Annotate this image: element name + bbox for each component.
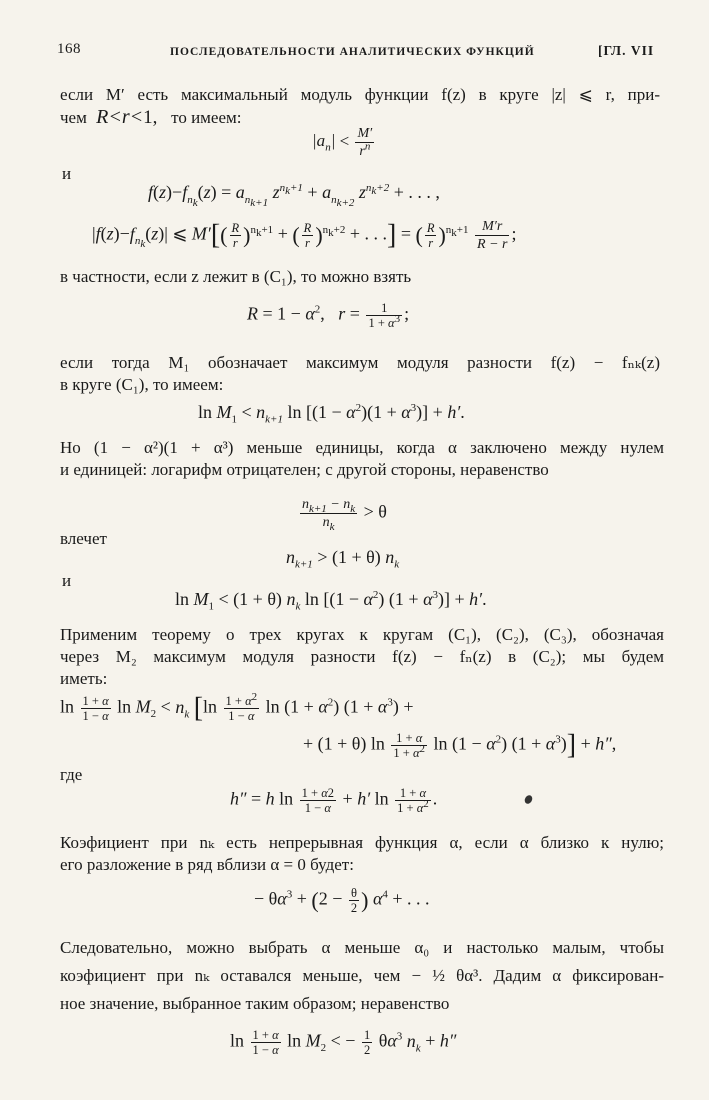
paragraph-line bbox=[60, 106, 242, 129]
chapter-marker: [ГЛ. VII bbox=[598, 43, 655, 58]
formula: + (1 + θ) ln $\frac{1 + \alpha}{1 + \alpha^2}$ $\ln (1 - \alpha^2)$ $(1 + \alpha^3)] + h''$, bbox=[303, 729, 617, 761]
paragraph-line: Применим теорему о трех кругах к кругам (C₁), (C₂), (C₃), обозначая bbox=[60, 625, 664, 644]
page-number: 168 bbox=[57, 41, 81, 57]
paragraph-line: Следовательно, можно выбрать α меньше α₀ и настолько малым, чтобы bbox=[60, 938, 664, 957]
formula: $\ln M_1 < n_{k+1}$ $\ln [(1 - \alpha^2)(1 + \alpha^3)] + h'$. bbox=[198, 402, 465, 426]
paragraph-line: через M₂ максимум модуля разности f(z) − fₙ(z) в (C₂); мы будем bbox=[60, 647, 664, 666]
formula: ln $\frac{1 + \alpha}{1 - \alpha}$ $\ln M_2$ < − $\frac{1}{2}$ $\theta\alpha^3$ $n_k + h''$ bbox=[230, 1028, 457, 1057]
paragraph-line: иметь: bbox=[60, 669, 108, 688]
formula: $n_{k+1} > (1 + \theta)$ $n_k$ bbox=[286, 547, 400, 571]
connector-word: влечет bbox=[60, 529, 107, 548]
formula: $\ln M_1 < (1 + \theta)$ $n_k$ $\ln [(1 - \alpha^2)$ $(1 + \alpha^3)] + h'$. bbox=[175, 589, 487, 613]
formula: h″ = h ln $\frac{1 + \alpha 2}{1 - \alpha}$ + h′ ln $\frac{1 + \alpha}{1 + \alpha^2}$ . bbox=[230, 786, 438, 815]
formula: ln $\frac{1 + \alpha}{1 - \alpha}$ $\ln M_2 < n_k$ [ln $\frac{1 + \alpha^2}{1 - \alpha}$ $\ln (1 + \alpha^2)$ $(1 + \alpha^3)$ + bbox=[60, 690, 414, 724]
formula: $R = 1 - \alpha^2$, r = $\frac{1}{1 + \alpha^3}$ ; bbox=[247, 301, 410, 330]
formula: $|f(z)-f_{n_k}(z)|$ ⩽ M′[( $\frac{R}{r}$ )$^{n_k+1}$ + ( $\frac{R}{r}$ )$^{n_k+2}$ + . . .] = ( $\frac{R}{r}$ )$^{n_k+1}$ $\frac{M'r}{R - r}$ ; bbox=[92, 219, 517, 252]
text-fragment: то имеем: bbox=[171, 108, 242, 127]
text-fragment: чем bbox=[60, 108, 87, 127]
paragraph-line: ное значение, выбранное таким образом; неравенство bbox=[60, 994, 450, 1013]
paragraph-line: если тогда M₁ обозначает максимум модуля разности f(z) − fₙₖ(z) bbox=[60, 353, 660, 372]
paragraph-line: Коэфициент при nₖ есть непрерывная функция α, если α близко к нулю; bbox=[60, 833, 664, 852]
ink-blot bbox=[523, 794, 534, 805]
formula: $|a_n|$ < $\frac{M'}{r^n}$ bbox=[312, 126, 373, 159]
connector-word: и bbox=[62, 164, 72, 183]
formula: − $\theta\alpha^3 + (2$ − $\frac{\theta}{2}$ ) $\alpha^4$ + . . . bbox=[254, 886, 430, 915]
paragraph-line: в частности, если z лежит в (C₁), то можно взять bbox=[60, 267, 412, 286]
paragraph-line: если M′ есть максимальный модуль функции f(z) в круге |z| ⩽ r, при- bbox=[60, 85, 660, 104]
paragraph-line: коэфициент при nₖ оставался меньше, чем − ½ θα³. Дадим α фиксирован- bbox=[60, 966, 664, 985]
connector-word: и bbox=[62, 571, 72, 590]
formula: $\frac{n_{k+1} - n_k}{n_k}$ > θ bbox=[302, 497, 387, 533]
paragraph-line: и единицей: логарифм отрицателен; с другой стороны, неравенство bbox=[60, 460, 549, 479]
inline-math: 1, bbox=[143, 107, 167, 128]
paragraph-line: его разложение в ряд вблизи α = 0 будет: bbox=[60, 855, 354, 874]
formula: $f(z)-f_{n_k}(z) = a_{n_{k+1}}$ $z^{n_k+1} + a_{n_{k+2}}$ $z^{n_k+2}$ + . . . , bbox=[148, 182, 440, 209]
connector-word: где bbox=[60, 765, 83, 784]
paragraph-line: Но (1 − α²)(1 + α³) меньше единицы, когда α заключено между нулем bbox=[60, 438, 664, 457]
inline-math: R<r< bbox=[91, 106, 144, 128]
paragraph-line: в круге (C₁), то имеем: bbox=[60, 375, 224, 394]
running-title: ПОСЛЕДОВАТЕЛЬНОСТИ АНАЛИТИЧЕСКИХ ФУНКЦИЙ bbox=[170, 46, 535, 58]
